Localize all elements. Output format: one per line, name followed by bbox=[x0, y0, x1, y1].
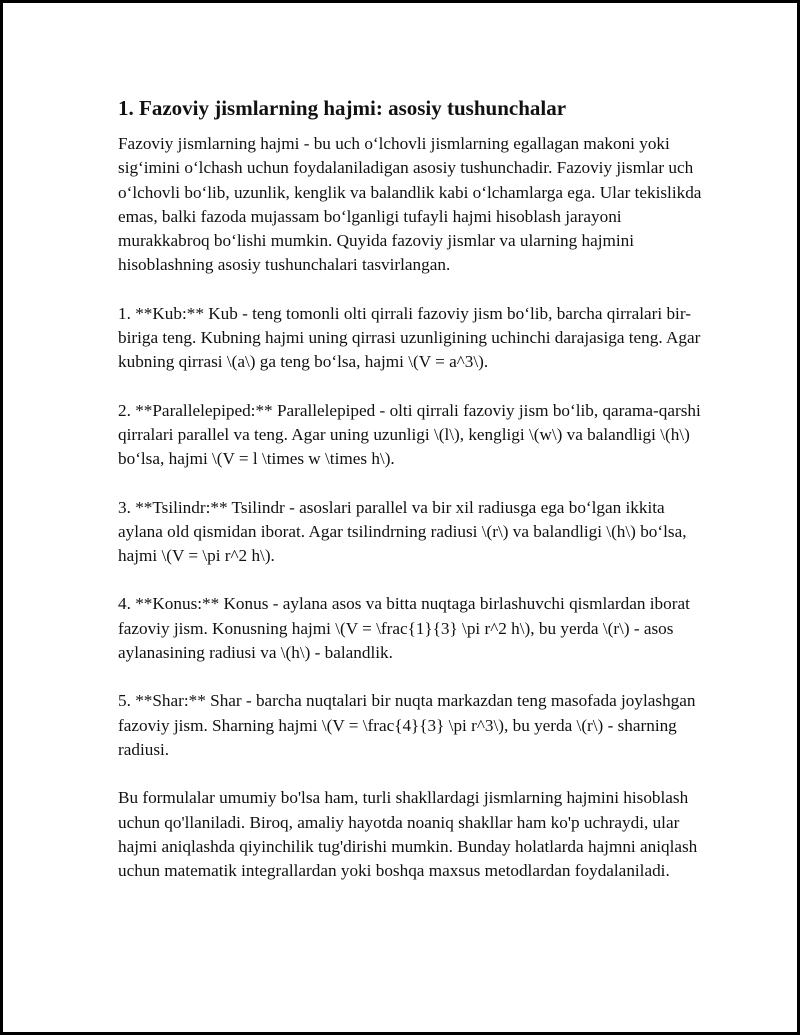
parallelepiped-paragraph: 2. **Parallelepiped:** Parallelepiped - olti qirrali fazoviy jism bo‘lib, qarama-qarshi qirralari parallel va teng. Agar uning uzunligi \(l\), kengligi \(w\) va balandligi \(h\) bo‘lsa, hajmi \(V = l \times w \times h\). bbox=[118, 400, 701, 469]
document-body bbox=[118, 95, 703, 907]
cube-paragraph: 1. **Kub:** Kub - teng tomonli olti qirrali fazoviy jism bo‘lib, barcha qirralari bir-biriga teng. Kubning hajmi uning qirrasi uzunligining uchinchi darajasiga teng. Agar kubning qirrasi \(a\) ga teng bo‘lsa, hajmi \(V = a^3\). bbox=[118, 303, 701, 372]
sphere-paragraph: 5. **Shar:** Shar - barcha nuqtalari bir nuqta markazdan teng masofada joylashgan fazoviy jism. Sharning hajmi \(V = \frac{4}{3} \pi r^3\), bu yerda \(r\) - sharning radiusi. bbox=[118, 691, 696, 759]
conclusion-paragraph: Bu formulalar umumiy bo'lsa ham, turli shakllardagi jismlarning hajmini hisoblash uchun qo'llaniladi. Biroq, amaliy hayotda noaniq shakllar ham ko'p uchraydi, ular hajmi aniqlashda qiyinchilik tug'dirishi mumkin. Bunday holatlarda hajmni aniqlash uchun matematik integrallardan yoki boshqa maxsus metodlardan foydalaniladi. bbox=[118, 788, 698, 881]
section-title: 1. Fazoviy jismlarning hajmi: asosiy tushunchalar bbox=[118, 96, 567, 120]
cylinder-paragraph: 3. **Tsilindr:** Tsilindr - asoslari parallel va bir xil radiusga ega bo‘lgan ikkita aylana old qismidan iborat. Agar tsilindrning radiusi \(r\) va balandligi \(h\) bo‘lsa, hajmi \(V = \pi r^2 h\). bbox=[118, 497, 687, 566]
intro-paragraph: Fazoviy jismlarning hajmi - bu uch o‘lchovli jismlarning egallagan makoni yoki sig‘imini o‘lchash uchun foydalaniladigan asosiy tushunchadir. Fazoviy jismlar uch o‘lchovli bo‘lib, uzunlik, kenglik va balandlik kabi o‘lchamlarga ega. Ular tekislikda emas, balki fazoda mujassam bo‘lganligi tufayli hajmi hisoblash jarayoni murakkabroq bo‘lishi mumkin. Quyida fazoviy jismlar va ularning hajmini hisoblashning asosiy tushunchalari tasvirlangan. bbox=[118, 134, 702, 275]
cone-paragraph: 4. **Konus:** Konus - aylana asos va bitta nuqtaga birlashuvchi qismlardan iborat fazoviy jism. Konusning hajmi \(V = \frac{1}{3} \pi r^2 h\), bu yerda \(r\) - asos aylanasining radiusi va \(h\) - balandlik. bbox=[118, 594, 690, 663]
